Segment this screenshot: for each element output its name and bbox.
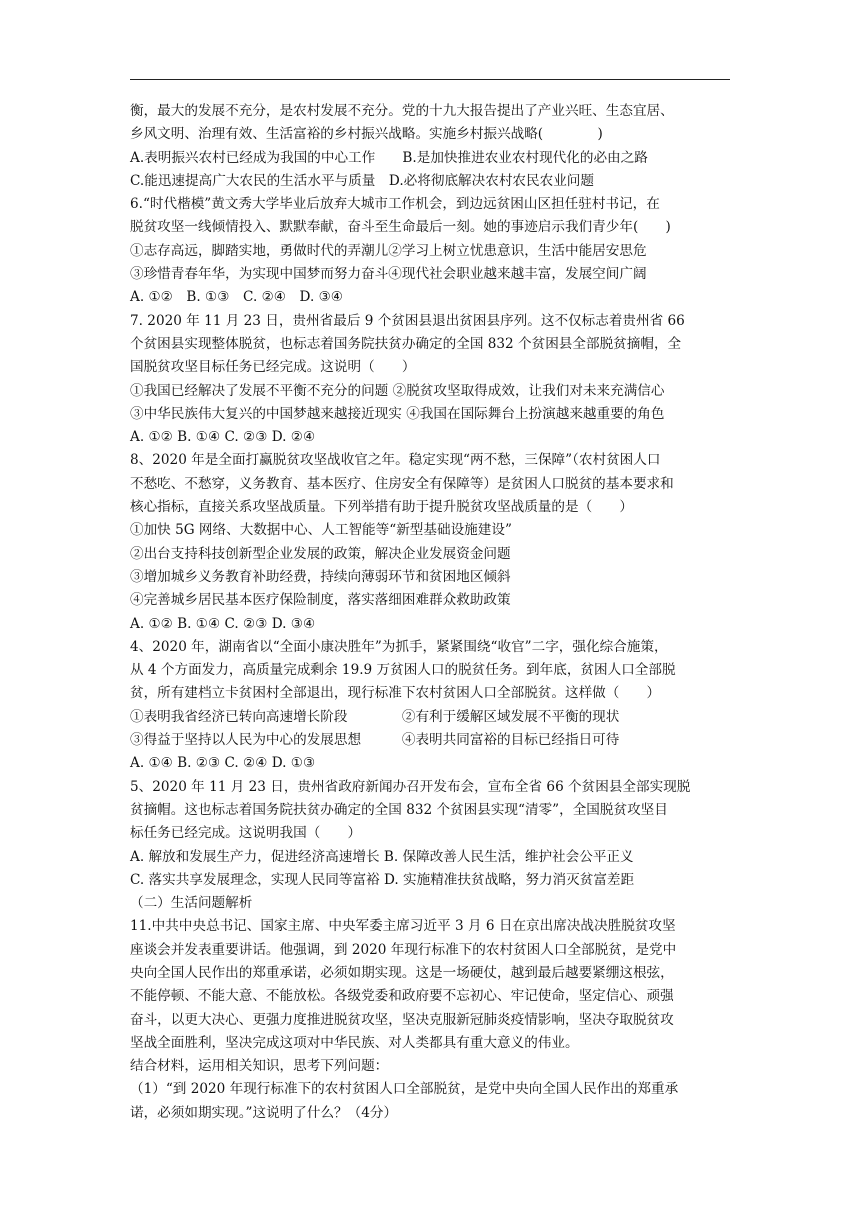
text-line: C. 落实共享发展理念，实现人民同等富裕 D. 实施精准扶贫战略，努力消灭贫富差距 bbox=[130, 871, 635, 888]
text-line: 诺，必须如期实现。”这说明了什么？（4分） bbox=[130, 1104, 398, 1121]
text-line: 6.“时代楷模”黄文秀大学毕业后放弃大城市工作机会，到边远贫困山区担任驻村书记，在 bbox=[130, 196, 660, 213]
text-line: 5、2020 年 11 月 23 日，贵州省政府新闻办召开发布会，宣布全省 66 个贫困县全部实现脱 bbox=[130, 778, 691, 795]
text-line: （二）生活问题解析 bbox=[130, 895, 253, 912]
text-line: 个贫困县实现整体脱贫，也标志着国务院扶贫办确定的全国 832 个贫困县全部脱贫摘帽，全 bbox=[130, 335, 682, 352]
text-line: 标任务已经完成。这说明我国（ ） bbox=[130, 825, 362, 842]
text-line: 贫，所有建档立卡贫困村全部退出，现行标准下农村贫困人口全部脱贫。这样做（ ） bbox=[130, 685, 661, 702]
text-line: 坚战全面胜利，坚决完成这项对中华民族、对人类都具有重大意义的伟业。 bbox=[130, 1034, 579, 1051]
text-line: ④完善城乡居民基本医疗保险制度，落实落细困难群众救助政策 bbox=[130, 592, 511, 609]
text-line: 从 4 个方面发力，高质量完成剩余 19.9 万贫困人口的脱贫任务。到年底，贫困人口全部脱 bbox=[130, 662, 676, 679]
text-line: 脱贫攻坚一线倾情投入、默默奉献，奋斗至生命最后一刻。她的事迹启示我们青少年( ) bbox=[130, 219, 671, 236]
text-line: ③得益于坚持以人民为中心的发展思想 ④表明共同富裕的目标已经指日可待 bbox=[130, 732, 620, 749]
text-line: A. ①② B. ①③ C. ②④ D. ③④ bbox=[130, 289, 343, 306]
text-line: 核心指标，直接关系攻坚战质量。下列举措有助于提升脱贫攻坚战质量的是（ ） bbox=[130, 499, 633, 516]
text-line: ①加快 5G 网络、大数据中心、人工智能等“新型基础设施建设” bbox=[130, 522, 512, 539]
text-line: 7. 2020 年 11 月 23 日，贵州省最后 9 个贫困县退出贫困县序列。这不仅标志着贵州省 66 bbox=[130, 312, 685, 329]
text-line: （1）“到 2020 年现行标准下的农村贫困人口全部脱贫，是党中央向全国人民作出的郑重承 bbox=[130, 1081, 679, 1098]
text-line: 乡风文明、治理有效、生活富裕的乡村振兴战略。实施乡村振兴战略( ) bbox=[130, 126, 603, 143]
text-line: A. ①④ B. ②③ C. ②④ D. ①③ bbox=[130, 755, 316, 772]
text-line: 11.中共中央总书记、国家主席、中央军委主席习近平 3 月 6 日在京出席决战决胜脱贫攻坚 bbox=[130, 918, 676, 935]
text-line: A. 解放和发展生产力，促进经济高速增长 B. 保障改善人民生活，维护社会公平正义 bbox=[130, 848, 634, 865]
text-line: A. ①② B. ①④ C. ②③ D. ③④ bbox=[130, 615, 316, 632]
text-line: 央向全国人民作出的郑重承诺，必须如期实现。这是一场硬仗，越到最后越要紧绷这根弦， bbox=[130, 964, 674, 981]
text-line: ②出台支持科技创新型企业发展的政策，解决企业发展资金问题 bbox=[130, 545, 511, 562]
text-line: ③珍惜青春年华，为实现中国梦而努力奋斗④现代社会职业越来越丰富，发展空间广阔 bbox=[130, 266, 647, 283]
text-line: 衡，最大的发展不充分，是农村发展不充分。党的十九大报告提出了产业兴旺、生态宜居、 bbox=[130, 103, 674, 119]
text-line: 8、2020 年是全面打赢脱贫攻坚战收官之年。稳定实现“两不愁，三保障”（农村贫困人口 bbox=[130, 452, 661, 469]
text-line: C.能迅速提高广大农民的生活水平与质量 D.必将彻底解决农村农民农业问题 bbox=[130, 172, 594, 189]
text-line: 奋斗，以更大决心、更强力度推进脱贫攻坚，坚决克服新冠肺炎疫情影响，坚决夺取脱贫攻 bbox=[130, 1011, 674, 1028]
text-line: ③中华民族伟大复兴的中国梦越来越接近现实 ④我国在国际舞台上扮演越来越重要的角色 bbox=[130, 405, 665, 422]
text-line: 座谈会并发表重要讲话。他强调，到 2020 年现行标准下的农村贫困人口全部脱贫，是党中 bbox=[130, 941, 677, 958]
header-rule bbox=[130, 79, 730, 80]
text-line: ③增加城乡义务教育补助经费，持续向薄弱环节和贫困地区倾斜 bbox=[130, 568, 511, 585]
text-line: A. ①② B. ①④ C. ②③ D. ②④ bbox=[130, 429, 316, 446]
text-line: 国脱贫攻坚目标任务已经完成。这说明（ ） bbox=[130, 359, 416, 376]
text-line: 4、2020 年，湖南省以“全面小康决胜年”为抓手，紧紧围绕“收官”二字，强化综合施策， bbox=[130, 638, 668, 655]
text-line: ①表明我省经济已转向高速增长阶段 ②有利于缓解区域发展不平衡的现状 bbox=[130, 708, 620, 725]
text-line: 贫摘帽。这也标志着国务院扶贫办确定的全国 832 个贫困县实现“清零”，全国脱贫攻坚目 bbox=[130, 801, 668, 818]
document-body bbox=[130, 100, 736, 1125]
text-line: ①志存高远，脚踏实地，勇做时代的弄潮儿②学习上树立忧患意识，生活中能居安思危 bbox=[130, 242, 647, 259]
text-line: 不愁吃、不愁穿，义务教育、基本医疗、住房安全有保障等）是贫困人口脱贫的基本要求和 bbox=[130, 475, 674, 492]
text-line: ①我国已经解决了发展不平衡不充分的问题 ②脱贫攻坚取得成效，让我们对未来充满信心 bbox=[130, 382, 665, 399]
text-line: A.表明振兴农村已经成为我国的中心工作 B.是加快推进农业农村现代化的必由之路 bbox=[130, 149, 648, 166]
text-line: 不能停顿、不能大意、不能放松。各级党委和政府要不忘初心、牢记使命，坚定信心、顽强 bbox=[130, 988, 674, 1005]
text-line: 结合材料，运用相关知识，思考下列问题： bbox=[130, 1058, 389, 1075]
